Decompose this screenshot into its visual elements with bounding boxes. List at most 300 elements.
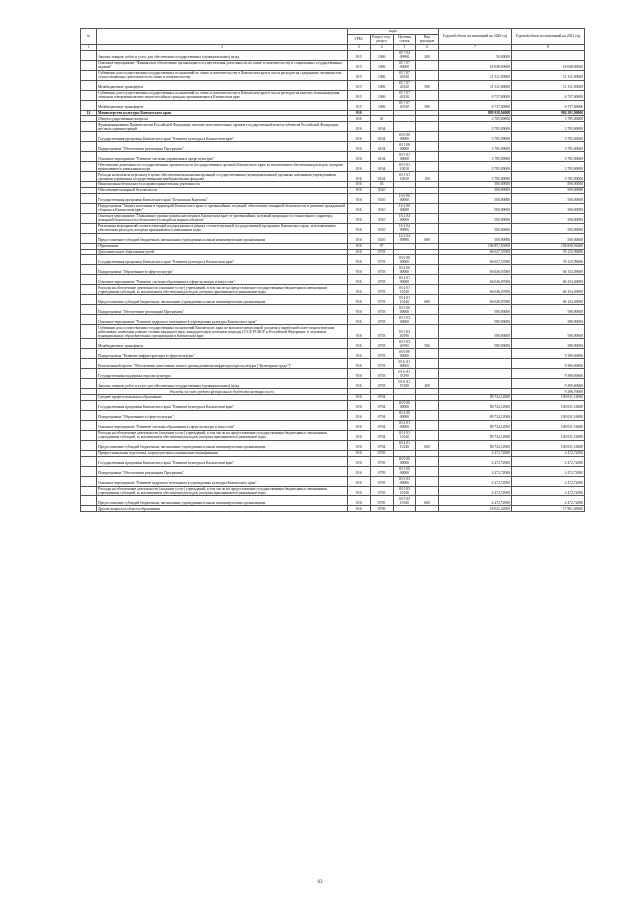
row-razdel: 1006 <box>370 60 393 70</box>
row-amount-2021 <box>512 50 585 60</box>
row-razdel: 0310 <box>370 223 393 233</box>
row-razdel: 0705 <box>370 486 393 496</box>
row-amount-2020: 500,00000 <box>439 223 512 233</box>
row-grbs: 815 <box>348 100 371 110</box>
row-cst: 05 7 07 40130 <box>393 100 416 110</box>
row-amount-2021: 6 737,00000 <box>512 100 585 110</box>
row-number <box>81 80 97 90</box>
row-amount-2020: 580,90000 <box>439 325 512 339</box>
row-name: Подпрограмма "Образование в сфере культуры" <box>97 410 348 420</box>
table-row <box>81 349 585 359</box>
row-amount-2021: 3 785,00000 <box>512 172 585 182</box>
row-name: Предоставление субсидий бюджетным, автономным учреждениям и иным некоммерческим организациям <box>97 496 348 506</box>
row-grbs: 815 <box>348 70 371 80</box>
row-cst: 16 2 04 09990 <box>393 233 416 243</box>
row-amount-2021: 580,90000 <box>512 325 585 339</box>
row-name: Образование <box>97 243 348 249</box>
col-grbs: ГРБС <box>348 34 371 44</box>
row-amount-2021: 76 125,99606 <box>512 249 585 255</box>
row-razdel: 0705 <box>370 450 393 456</box>
row-cst: 03 5 03 40190 <box>393 339 416 349</box>
row-name: Основное мероприятие "Финансовое обеспечение организации и осуществления деятельности по опеке и попечительству и социальным государственным задачам" <box>97 60 348 70</box>
row-amount-2021: 11 311,00000 <box>512 80 585 90</box>
row-cst: 03 0 00 00000 <box>393 132 416 142</box>
row-razdel: 0104 <box>370 132 393 142</box>
row-grbs: 816 <box>348 223 371 233</box>
row-number <box>81 420 97 430</box>
row-vr <box>416 349 439 359</box>
row-amount-2021: 2 472,72000 <box>512 486 585 496</box>
row-name: Подпрограмма "Защита населения и территорий Камчатского края от чрезвычайных ситуаций, обеспечение пожарной безопасности и развитие гражданской обороны в Камчатском крае" <box>97 203 348 213</box>
row-cst: 03 6 00 00000 <box>393 349 416 359</box>
row-amount-2021: 17 901,05000 <box>512 506 585 512</box>
row-number <box>81 172 97 182</box>
row-cst: 03 0 00 00000 <box>393 255 416 265</box>
table-row <box>81 440 585 450</box>
table-row <box>81 142 585 152</box>
table-row <box>81 152 585 162</box>
table-row <box>81 285 585 295</box>
row-vr: 100 <box>416 172 439 182</box>
row-vr: 600 <box>416 295 439 305</box>
row-grbs: 816 <box>348 132 371 142</box>
row-amount-2020: 580,90000 <box>439 315 512 325</box>
row-name: Расходы на выплаты персоналу в целях обеспечения выполнения функций государственными (муниципальными) органами, казенными учреждениями, органами управления государственными внебюджетными фондами <box>97 172 348 182</box>
row-amount-2020: 2 472,72000 <box>439 456 512 466</box>
row-vr <box>416 142 439 152</box>
row-grbs: 816 <box>348 379 371 389</box>
row-grbs: 816 <box>348 400 371 410</box>
row-grbs: 816 <box>348 182 371 188</box>
row-number <box>81 456 97 466</box>
row-amount-2021: 3 785,00000 <box>512 122 585 132</box>
row-grbs: 816 <box>348 193 371 203</box>
row-number <box>81 369 97 379</box>
row-amount-2020: 89 732,12000 <box>439 420 512 430</box>
row-amount-2021: 580,90000 <box>512 315 585 325</box>
row-vr: 600 <box>416 496 439 506</box>
row-cst: 03 5 03 10140 <box>393 496 416 506</box>
row-amount-2021: 66 154,49000 <box>512 295 585 305</box>
row-name: Дополнительное образование детей <box>97 249 348 255</box>
row-vr: 200 <box>416 50 439 60</box>
row-number <box>81 285 97 295</box>
row-cst: 03 5 00 00000 <box>393 142 416 152</box>
row-razdel: 0705 <box>370 476 393 486</box>
row-name: Основное мероприятие "Развитие системы образования в сфере культуры и искусства" <box>97 420 348 430</box>
row-amount-2020: 3 785,00000 <box>439 172 512 182</box>
row-number <box>81 506 97 512</box>
row-number: 14 <box>81 110 97 116</box>
row-cst: 03 4 01 10140 <box>393 430 416 440</box>
row-vr <box>416 410 439 420</box>
row-cst: 03 6 A1 00000 <box>393 359 416 369</box>
table-row <box>81 486 585 496</box>
row-grbs: 815 <box>348 50 371 60</box>
table-row <box>81 203 585 213</box>
row-name: Межбюджетные трансферты <box>97 100 348 110</box>
table-row <box>81 496 585 506</box>
row-name: Основное мероприятие "Повышение уровня защиты населения в Камчатском крае от чрезвычайных ситуаций природного и техногенного характера, пожарной безопасности и безопасности людей на водных объектах" <box>97 213 348 223</box>
row-vr <box>416 315 439 325</box>
row-amount-2021: 100 031,16000 <box>512 430 585 440</box>
table-row <box>81 132 585 142</box>
page-number: 63 <box>317 880 323 885</box>
row-grbs: 816 <box>348 122 371 132</box>
row-grbs: 816 <box>348 295 371 305</box>
row-grbs: 816 <box>348 395 371 401</box>
row-amount-2021: 984 291,90000 <box>512 110 585 116</box>
row-grbs: 816 <box>348 315 371 325</box>
table-row <box>81 325 585 339</box>
row-razdel: 0704 <box>370 440 393 450</box>
row-amount-2020: 3 785,00000 <box>439 142 512 152</box>
budget-sheet <box>80 28 585 512</box>
row-amount-2020: 2 472,72000 <box>439 496 512 506</box>
row-name: Подпрограмма "Обеспечение реализации Программы" <box>97 142 348 152</box>
row-amount-2020: 66 046,67000 <box>439 265 512 275</box>
row-cst: 03 6 A1 55190 <box>393 369 416 379</box>
row-razdel: 0104 <box>370 142 393 152</box>
row-razdel: 0104 <box>370 122 393 132</box>
row-razdel: 0709 <box>370 506 393 512</box>
row-cst <box>393 122 416 132</box>
row-cst: 05 7 07 40120 <box>393 70 416 80</box>
row-cst: 03 5 03 00000 <box>393 476 416 486</box>
row-amount-2021: 11 311,00000 <box>512 70 585 80</box>
table-row <box>81 410 585 420</box>
row-amount-2021: 66 154,49000 <box>512 265 585 275</box>
row-amount-2021: 500,00000 <box>512 213 585 223</box>
row-cst <box>393 506 416 512</box>
row-number <box>81 379 97 389</box>
row-cst: 16 2 04 00000 <box>393 213 416 223</box>
row-amount-2021: 2 472,72000 <box>512 466 585 476</box>
row-number <box>81 90 97 100</box>
row-name: Среднее профессиональное образование <box>97 395 348 401</box>
col-num: № <box>81 29 97 45</box>
row-vr: 500 <box>416 80 439 90</box>
row-grbs: 815 <box>348 60 371 70</box>
row-name: Государственная программа Камчатского края "Развитие культуры в Камчатском крае" <box>97 400 348 410</box>
row-amount-2021: 3 785,00000 <box>512 132 585 142</box>
row-grbs: 816 <box>348 172 371 182</box>
row-number <box>81 100 97 110</box>
row-amount-2021: 66 154,49000 <box>512 275 585 285</box>
row-amount-2020: 3 785,00000 <box>439 122 512 132</box>
row-vr <box>416 486 439 496</box>
row-grbs: 816 <box>348 486 371 496</box>
row-name: Профессиональная подготовка, переподготовка и повышение квалификации <box>97 450 348 456</box>
row-amount-2020: 3 785,00000 <box>439 152 512 162</box>
row-name: Межбюджетные трансферты <box>97 339 348 349</box>
row-vr <box>416 203 439 213</box>
table-row <box>81 100 585 110</box>
row-amount-2021: 100 031,16000 <box>512 395 585 401</box>
row-number <box>81 400 97 410</box>
row-name: Основное мероприятие "Развитие кадрового потенциала в учреждениях культуры Камчатского края" <box>97 476 348 486</box>
row-cst: 16 2 00 00000 <box>393 203 416 213</box>
row-name: Подпрограмма "Обеспечение реализации Программы" <box>97 305 348 315</box>
row-grbs: 816 <box>348 162 371 172</box>
row-vr <box>416 213 439 223</box>
row-vr <box>416 456 439 466</box>
table-row <box>81 379 585 389</box>
row-grbs: 816 <box>348 305 371 315</box>
row-name: Реализация мероприятий соответствующей подпрограммы в рамках соответствующей государственной программы Камчатского края, за исключением обеспечения расходов, которым присваиваются уникальные коды <box>97 223 348 233</box>
row-amount-2021: 100 031,16000 <box>512 420 585 430</box>
col-cst: Целевая статья <box>393 34 416 44</box>
row-razdel: 0703 <box>370 255 393 265</box>
row-name: Расходы за счет средств федерального бюджета входящих всего <box>97 389 348 395</box>
row-amount-2020: 66 046,67000 <box>439 275 512 285</box>
col-2020: Годовой объем ассигнований на 2020 год <box>439 29 512 45</box>
row-grbs: 816 <box>348 456 371 466</box>
row-number <box>81 152 97 162</box>
row-name: Государственная программа Камчатского края "Безопасная Камчатка" <box>97 193 348 203</box>
row-name: Государственная программа Камчатского края "Развитие культуры в Камчатском крае" <box>97 255 348 265</box>
row-name: Подпрограмма "Обеспечение реализации Программы" <box>97 466 348 476</box>
table-row <box>81 172 585 182</box>
row-number <box>81 70 97 80</box>
row-number <box>81 466 97 476</box>
row-amount-2020 <box>439 369 512 379</box>
row-vr <box>416 359 439 369</box>
row-razdel: 1006 <box>370 90 393 100</box>
row-grbs: 816 <box>348 187 371 193</box>
row-name: Государственная программа Камчатского края "Развитие культуры в Камчатском крае" <box>97 132 348 142</box>
row-cst: 03 5 00 00000 <box>393 305 416 315</box>
row-cst: 03 5 03 00000 <box>393 315 416 325</box>
row-amount-2020: 50,00000 <box>439 50 512 60</box>
row-number <box>81 162 97 172</box>
row-amount-2021: 66 154,49000 <box>512 285 585 295</box>
row-grbs: 816 <box>348 275 371 285</box>
row-name: Расходы на обеспечение деятельности (оказание услуг) учреждений, в том числе на предоставление государственным бюджетным и автономным учреждениям субсидий, за исключением обеспечения расходов, которым присваиваются уникальные коды <box>97 486 348 496</box>
row-amount-2020 <box>439 349 512 359</box>
row-grbs: 816 <box>348 506 371 512</box>
row-razdel: 0703 <box>370 315 393 325</box>
row-name: Предоставление субсидий бюджетным, автономным учреждениям и иным некоммерческим организациям <box>97 440 348 450</box>
row-name: Функционирование Правительства Российской Федерации, высших исполнительных органов государственной власти субъектов Российской Федерации, местных администраций <box>97 122 348 132</box>
row-cst: 03 0 00 00000 <box>393 400 416 410</box>
row-razdel: 0705 <box>370 456 393 466</box>
row-name: Государственная программа Камчатского края "Развитие культуры в Камчатском крае" <box>97 456 348 466</box>
row-number <box>81 305 97 315</box>
row-cst: 03 5 01 10010 <box>393 162 416 172</box>
row-amount-2021: 9 390,60606 <box>512 369 585 379</box>
row-number <box>81 349 97 359</box>
col-index: 1 <box>81 44 97 50</box>
row-grbs: 816 <box>348 285 371 295</box>
row-amount-2021: 2 472,72000 <box>512 476 585 486</box>
row-cst: 05 7 07 00000 <box>393 60 416 70</box>
row-name: Основное мероприятие "Развитие системы образования в сфере культуры и искусства" <box>97 275 348 285</box>
table-body <box>81 50 585 512</box>
col-index: 6 <box>416 44 439 50</box>
row-razdel: 0310 <box>370 213 393 223</box>
row-grbs: 815 <box>348 80 371 90</box>
table-row <box>81 275 585 285</box>
col-index: 7 <box>439 44 512 50</box>
row-vr: 500 <box>416 339 439 349</box>
row-amount-2021: 100 031,16000 <box>512 440 585 450</box>
row-amount-2021: 18 048,00000 <box>512 60 585 70</box>
row-razdel: 0703 <box>370 339 393 349</box>
row-razdel: 01 <box>370 116 393 122</box>
row-razdel: 0703 <box>370 275 393 285</box>
table-row <box>81 305 585 315</box>
row-name: Расходы на обеспечение деятельности (оказание услуг) учреждений, в том числе на предоставление государственным бюджетным и автономным учреждениям субсидий, за исключением обеспечения расходов, которым присваиваются уникальные коды <box>97 430 348 440</box>
row-grbs: 816 <box>348 430 371 440</box>
row-name: Субвенции для осуществления государственных полномочий Камчатского края по выплате ежемесячной доплаты к заработной плате педагогическим работникам, имеющим ученую степень кандидата наук, кандидата наук, почетные награды СССР, РСФСР и Российской Федерации, в отдельных муниципальных образовательных организациях в Камчатском крае <box>97 325 348 339</box>
row-vr <box>416 152 439 162</box>
row-vr <box>416 305 439 315</box>
row-amount-2020: 500,00000 <box>439 213 512 223</box>
row-cst: 03 4 01 10140 <box>393 440 416 450</box>
row-razdel: 0703 <box>370 265 393 275</box>
table-row <box>81 339 585 349</box>
row-vr <box>416 70 439 80</box>
row-amount-2020: 3 785,00000 <box>439 116 512 122</box>
row-number <box>81 325 97 339</box>
row-amount-2021: 196 830,92600 <box>512 243 585 249</box>
row-name: Субвенции для осуществления государственных полномочий по опеке и попечительству в Камчатском крае в части расходов на выплату вознаграждения опекунам совершеннолетних недееспособных граждан, проживающим в Камчатском крае <box>97 90 348 100</box>
row-razdel: 0703 <box>370 285 393 295</box>
row-amount-2020: 580,90000 <box>439 339 512 349</box>
row-razdel: 0703 <box>370 305 393 315</box>
row-grbs: 816 <box>348 249 371 255</box>
row-name: Предоставление субсидий бюджетным, автономным учреждениям и иным некоммерческим организациям <box>97 233 348 243</box>
row-amount-2021: 500,00000 <box>512 182 585 188</box>
row-razdel: 0704 <box>370 395 393 401</box>
row-razdel: 0703 <box>370 325 393 339</box>
col-razdel: Раздел, под-раздел <box>372 35 392 44</box>
row-grbs: 816 <box>348 213 371 223</box>
table-row <box>81 456 585 466</box>
row-grbs: 816 <box>348 255 371 265</box>
row-amount-2021: 2 472,72000 <box>512 496 585 506</box>
row-razdel: 0104 <box>370 172 393 182</box>
row-vr: 200 <box>416 379 439 389</box>
row-amount-2020: 3 785,00000 <box>439 132 512 142</box>
row-vr <box>416 60 439 70</box>
row-razdel: 1006 <box>370 50 393 60</box>
table-row <box>81 80 585 90</box>
row-razdel: 0310 <box>370 187 393 193</box>
row-amount-2020: 580,90000 <box>439 305 512 315</box>
row-vr <box>416 400 439 410</box>
row-grbs: 816 <box>348 339 371 349</box>
col-index: 5 <box>393 44 416 50</box>
row-amount-2021: 6 737,00000 <box>512 90 585 100</box>
row-name: Обеспечение пожарной безопасности <box>97 187 348 193</box>
row-amount-2021: 2 472,72000 <box>512 450 585 456</box>
row-amount-2021: 580,90000 <box>512 339 585 349</box>
row-amount-2020: 89 732,12000 <box>439 430 512 440</box>
row-razdel: 0703 <box>370 379 393 389</box>
row-vr <box>416 132 439 142</box>
row-grbs: 815 <box>348 90 371 100</box>
row-grbs: 816 <box>348 142 371 152</box>
row-amount-2021: 76 125,99606 <box>512 255 585 265</box>
row-cst: 03 5 03 40190 <box>393 325 416 339</box>
row-amount-2021: 9 296,70000 <box>512 389 585 395</box>
row-amount-2021: 580,90000 <box>512 305 585 315</box>
row-razdel: 0703 <box>370 249 393 255</box>
row-razdel: 1006 <box>370 80 393 90</box>
table-row <box>81 223 585 233</box>
row-razdel: 0703 <box>370 369 393 379</box>
row-amount-2020: 2 472,72000 <box>439 486 512 496</box>
row-razdel: 0705 <box>370 496 393 506</box>
row-vr <box>416 275 439 285</box>
row-amount-2020: 89 732,12000 <box>439 440 512 450</box>
row-razdel: 0310 <box>370 193 393 203</box>
row-razdel: 0704 <box>370 420 393 430</box>
col-index: 2 <box>97 44 348 50</box>
row-name: Подпрограмма "Образование в сфере культуры" <box>97 265 348 275</box>
row-name: Субвенции для осуществления государственных полномочий по опеке и попечительству в Камчатском крае в части расходов на содержание специалистов, осуществляющих деятельность по опеке и попечительству <box>97 70 348 80</box>
row-cst: 03 4 00 00000 <box>393 410 416 420</box>
row-number <box>81 60 97 70</box>
row-cst: 03 0 00 00000 <box>393 456 416 466</box>
table-row <box>81 50 585 60</box>
row-name: Основное мероприятие "Развитие кадрового потенциала в учреждениях культуры Камчатского края" <box>97 315 348 325</box>
col-name <box>97 29 348 45</box>
row-number <box>81 213 97 223</box>
row-amount-2020: 6 737,00000 <box>439 90 512 100</box>
row-number <box>81 193 97 203</box>
row-grbs: 816 <box>348 116 371 122</box>
row-grbs: 816 <box>348 349 371 359</box>
row-grbs: 816 <box>348 410 371 420</box>
row-amount-2020: 6 737,00000 <box>439 100 512 110</box>
row-amount-2020: 500,00000 <box>439 203 512 213</box>
row-name: Другие вопросы в области образования <box>97 506 348 512</box>
row-amount-2021: 500,00000 <box>512 187 585 193</box>
row-cst: 03 4 01 00000 <box>393 275 416 285</box>
row-name: Закупка товаров, работ и услуг для обеспечения государственных (муниципальных) нужд <box>97 379 348 389</box>
table-row <box>81 295 585 305</box>
table-row <box>81 90 585 100</box>
row-number <box>81 430 97 440</box>
table-row <box>81 233 585 243</box>
row-grbs: 816 <box>348 466 371 476</box>
row-amount-2020: 3 785,00000 <box>439 162 512 172</box>
row-cst: 05 7 07 40120 <box>393 80 416 90</box>
row-vr <box>416 265 439 275</box>
table-row <box>81 359 585 369</box>
col-index: 3 <box>348 44 371 50</box>
row-cst: 16 0 00 00000 <box>393 193 416 203</box>
row-razdel: 03 <box>370 182 393 188</box>
table-row <box>81 420 585 430</box>
row-vr <box>416 466 439 476</box>
row-name: Предоставление субсидий бюджетным, автономным учреждениям и иным некоммерческим организациям <box>97 295 348 305</box>
row-amount-2020: 2 472,72000 <box>439 476 512 486</box>
row-name: Региональный проект "Обеспечение качественно нового уровня развития инфраструктуры культуры ("Культурная среда")" <box>97 359 348 369</box>
row-number <box>81 496 97 506</box>
row-number <box>81 295 97 305</box>
table-row <box>81 162 585 172</box>
row-amount-2021: 3 785,00000 <box>512 152 585 162</box>
row-razdel: 0703 <box>370 295 393 305</box>
table-row <box>81 315 585 325</box>
row-vr <box>416 285 439 295</box>
row-grbs: 816 <box>348 476 371 486</box>
table-row <box>81 255 585 265</box>
